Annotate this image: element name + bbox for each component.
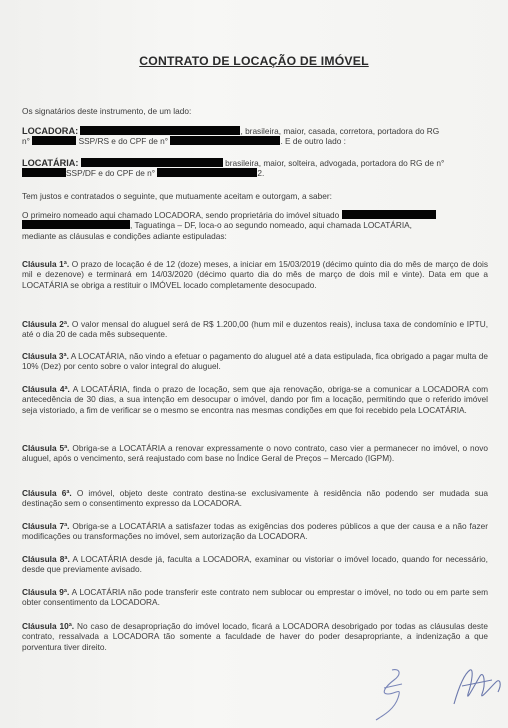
primeiro-text-3: mediante as cláusulas e condições adiante estipuladas:: [22, 230, 227, 241]
locadora-label: LOCADORA:: [22, 126, 79, 136]
clausula-label: Cláusula 9ª.: [22, 587, 70, 597]
clausula-4: [22, 384, 488, 415]
clausula-text: A LOCATÁRIA, finda o prazo de locação, sem que aja renovação, obriga-se a comunicar a LOCADORA com antecedência de 30 dias, a sua intenção em desocupar o imóvel, dando por fim a locação, permitindo que o referido imóvel seja vistoriado, a fim de verificar se o mesmo se encontra nas mesmas condições em que foi recebido pela LOCATÁRIA.: [22, 384, 488, 415]
primeiro-text-2: , Taguatinga – DF, loca-o ao segundo nomeado, aqui chamada LOCATÁRIA,: [130, 220, 412, 231]
locadora-rg-label: n°: [22, 136, 30, 147]
clausula-label: Cláusula 1ª.: [22, 259, 70, 269]
clausula-text: A LOCATÁRIA não pode transferir este contrato nem sublocar ou emprestar o imóvel, no todo ou em parte sem obter consentimento da LOCADORA.: [22, 587, 488, 608]
redaction-bar: [32, 136, 76, 145]
locataria-label: LOCATÁRIA:: [22, 158, 79, 168]
clausula-10: [22, 621, 488, 652]
justos-paragraph: Tem justos e contratados o seguinte, que mutuamente aceitam e outorgam, a saber:: [22, 191, 332, 201]
locataria-text: brasileira, maior, solteira, advogada, portadora do RG de n°: [225, 158, 445, 168]
clausula-2: [22, 319, 488, 340]
clausula-7: [22, 521, 488, 542]
clausula-text: Obriga-se a LOCATÁRIA a renovar expressamente o novo contrato, caso vier a permanecer no imóvel, o novo aluguel, após o vencimento, será reajustado com base no Índice Geral de Preços – Mercado (IGPM).: [22, 443, 488, 464]
locadora-cpf-text: SSP/RS e do CPF de n°: [78, 136, 169, 147]
clausula-9: [22, 587, 488, 608]
redaction-bar: [170, 136, 280, 145]
locadora-end-text: . E de outro lado :: [280, 136, 346, 147]
redaction-bar: [81, 158, 223, 167]
clausula-text: A LOCATÁRIA, não vindo a efetuar o pagamento do aluguel até a data estipulada, fica obrigado a pagar multa de 10% (Dez) por cento sobre o valor integral do aluguel.: [22, 351, 488, 372]
document-title: CONTRATO DE LOCAÇÃO DE IMÓVEL: [139, 54, 369, 68]
locataria-end-text: 2.: [257, 168, 265, 179]
clausula-label: Cláusula 8ª.: [22, 554, 70, 564]
redaction-bar: [22, 168, 66, 177]
clausula-text: O valor mensal do aluguel será de R$ 1.200,00 (hum mil e duzentos reais), inclusa taxa de condomínio e IPTU, até o dia 20 de cada mês subsequente.: [22, 319, 488, 340]
clausula-label: Cláusula 5ª.: [22, 443, 70, 453]
clausula-5: [22, 443, 488, 464]
clausula-text: A LOCATÁRIA desde já, faculta a LOCADORA, examinar ou vistoriar o imóvel locado, quando for necessário, desde que previamente avisado.: [22, 554, 488, 575]
clausula-3: [22, 351, 488, 372]
locadora-paragraph: [22, 126, 488, 147]
primeiro-paragraph: [22, 210, 488, 241]
clausula-6: [22, 488, 488, 509]
redaction-bar: [157, 168, 257, 177]
signature-locataria: [372, 664, 414, 724]
redaction-bar: [22, 220, 130, 229]
intro-paragraph: Os signatários deste instrumento, de um lado:: [22, 106, 192, 116]
clausula-label: Cláusula 7ª.: [22, 521, 70, 531]
clausula-label: Cláusula 4ª.: [22, 384, 70, 394]
redaction-bar: [80, 126, 240, 135]
clausula-label: Cláusula 6ª.: [22, 488, 72, 498]
clausula-8: [22, 554, 488, 575]
clausula-text: O prazo de locação é de 12 (doze) meses, a iniciar em 15/03/2019 (décimo quinto dia do mês de março de dois mil e dezenove) e terminará em 14/03/2020 (décimo quarto dia do mês de março de dois mil e vinte). Data em que a LOCATÁRIA se obriga a restituir o IMÓVEL locado completamente desocupado.: [22, 259, 488, 290]
clausula-label: Cláusula 2ª.: [22, 319, 70, 329]
clausula-text: No caso de desapropriação do imóvel locado, ficará a LOCADORA desobrigado por todas as cláusulas deste contrato, ressalvada a LOCADORA tão somente a faculdade de haver do poder desapropriante, a indenização a que porventura tiver direito.: [22, 621, 488, 652]
clausula-1: [22, 259, 488, 290]
clausula-label: Cláusula 3ª.: [22, 351, 69, 361]
locadora-text: , brasileira, maior, casada, corretora, portadora do RG: [240, 126, 440, 136]
redaction-bar: [342, 210, 436, 219]
primeiro-text-1: O primeiro nomeado aqui chamado LOCADORA, sendo proprietária do imóvel situado: [22, 210, 340, 220]
locataria-cpf-text: SSP/DF e do CPF de n°: [66, 168, 156, 179]
locataria-paragraph: [22, 158, 488, 179]
clausula-text: Obriga-se a LOCATÁRIA a satisfazer todas as exigências dos poderes públicos a que der causa e a não fazer modificações ou transformações no imóvel, sem autorização da LOCADORA.: [22, 521, 488, 542]
clausula-label: Cláusula 10ª.: [22, 621, 75, 631]
clausula-text: O imóvel, objeto deste contrato destina-se exclusivamente à residência não podendo ser mudada sua destinação sem o consentimento expresso da LOCADORA.: [22, 488, 488, 509]
signature-locadora: [448, 664, 506, 710]
